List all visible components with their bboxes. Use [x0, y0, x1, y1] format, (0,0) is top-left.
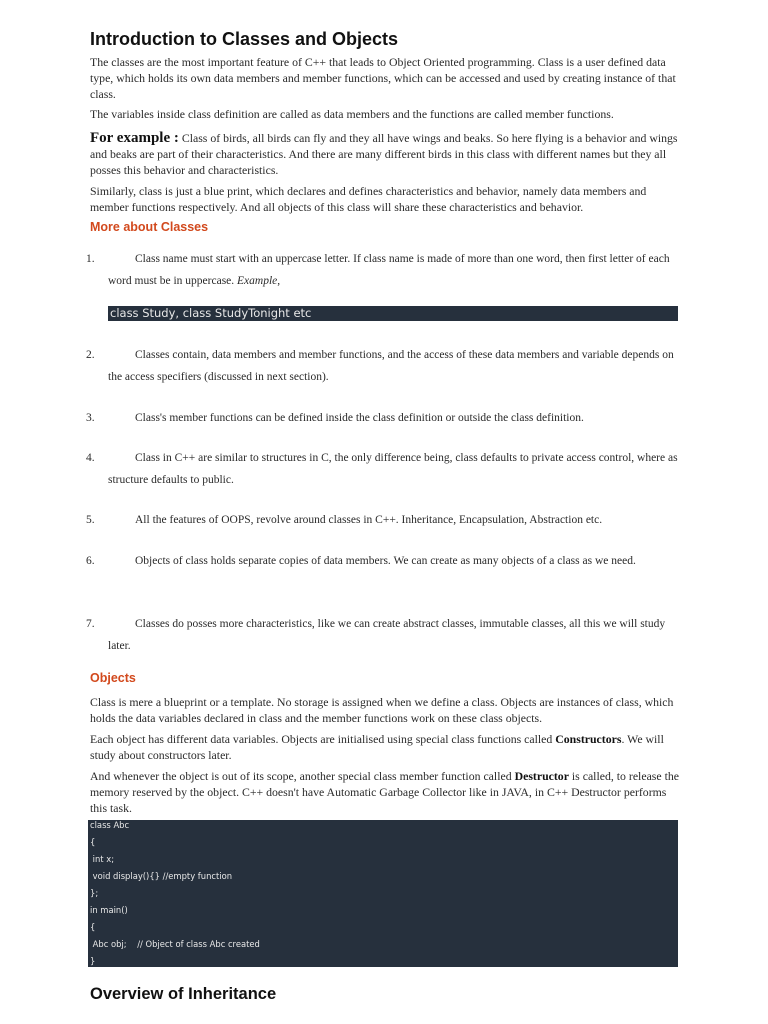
code-line: void display(){} //empty function	[90, 871, 233, 881]
blueprint-paragraph: Similarly, class is just a blue print, which declares and defines characteristics and behavior, namely data members and member functions respectively. And all objects of this class will share these characteristics and behavior.	[90, 184, 647, 214]
code-line: }	[90, 956, 96, 966]
code-line: in main()	[90, 905, 128, 915]
intro-paragraph: The classes are the most important feature of C++ that leads to Object Oriented programming. Class is a user defined data type, which holds its own data members and member functions, which can be accessed and used by creating instance of that class.	[90, 55, 676, 101]
objects-paragraph: Class is mere a blueprint or a template. No storage is assigned when we define a class. Objects are instances of class, which holds the data variables declared in class and the member functions work on these class objects.	[90, 695, 674, 725]
code-line: class Abc	[90, 820, 130, 830]
list-item: 6. Objects of class holds separate copies of data members. We can create as many objects of a class as we need.	[86, 555, 636, 567]
list-item: 2. Classes contain, data members and member functions, and the access of these data members and variable depends on the access specifiers (discussed in next section).	[86, 349, 674, 383]
page-title: Introduction to Classes and Objects	[90, 29, 399, 49]
destructor-paragraph: And whenever the object is out of its scope, another special class member function called Destructor is called, to release the memory reserved by the object. C++ doesn't have Automatic Garbage Collector like in JAVA, in C++ Destructor performs this task.	[90, 769, 679, 815]
example-lead: For example :	[90, 130, 179, 146]
constructors-term: Constructors	[555, 732, 622, 746]
section-heading-more-about-classes: More about Classes	[90, 220, 209, 234]
code-line: {	[90, 922, 96, 932]
section-heading-inheritance: Overview of Inheritance	[90, 985, 277, 1003]
list-item: 4. Class in C++ are similar to structures in C, the only difference being, class defaults to private access control, where as structure defaults to public.	[86, 452, 678, 486]
example-emphasis: Example	[237, 275, 278, 287]
code-line: };	[90, 888, 99, 898]
destructor-term: Destructor	[514, 769, 569, 783]
list-item: 7. Classes do posses more characteristics, like we can create abstract classes, immutable classes, all this we will study later.	[86, 618, 666, 652]
list-item: 5. All the features of OOPS, revolve around classes in C++. Inheritance, Encapsulation, Abstraction etc.	[86, 514, 603, 526]
constructors-paragraph: Each object has different data variables. Objects are initialised using special class functions called Constructors. We will study about constructors later.	[90, 732, 664, 762]
code-line: {	[90, 837, 96, 847]
example-text: Class of birds, all birds can fly and they all have wings and beaks. So here flying is a behavior and wings and beaks are part of their characteristics. And there are many different birds in this class with different names but they all posses this behavior and characteristics.	[90, 131, 678, 177]
list-item: 3. Class's member functions can be defined inside the class definition or outside the class definition.	[86, 412, 584, 424]
example-paragraph	[90, 130, 680, 178]
code-line: Abc obj; // Object of class Abc created	[90, 939, 260, 949]
code-block	[88, 820, 678, 967]
code-snippet: class Study, class StudyTonight etc	[108, 306, 678, 321]
section-heading-objects: Objects	[90, 671, 136, 685]
data-members-paragraph: The variables inside class definition are called as data members and the functions are called member functions.	[90, 107, 614, 121]
list-item: 1. Class name must start with an uppercase letter. If class name is made of more than one word, then first letter of each word must be in uppercase. Example,	[86, 253, 670, 287]
code-line: int x;	[90, 854, 115, 864]
